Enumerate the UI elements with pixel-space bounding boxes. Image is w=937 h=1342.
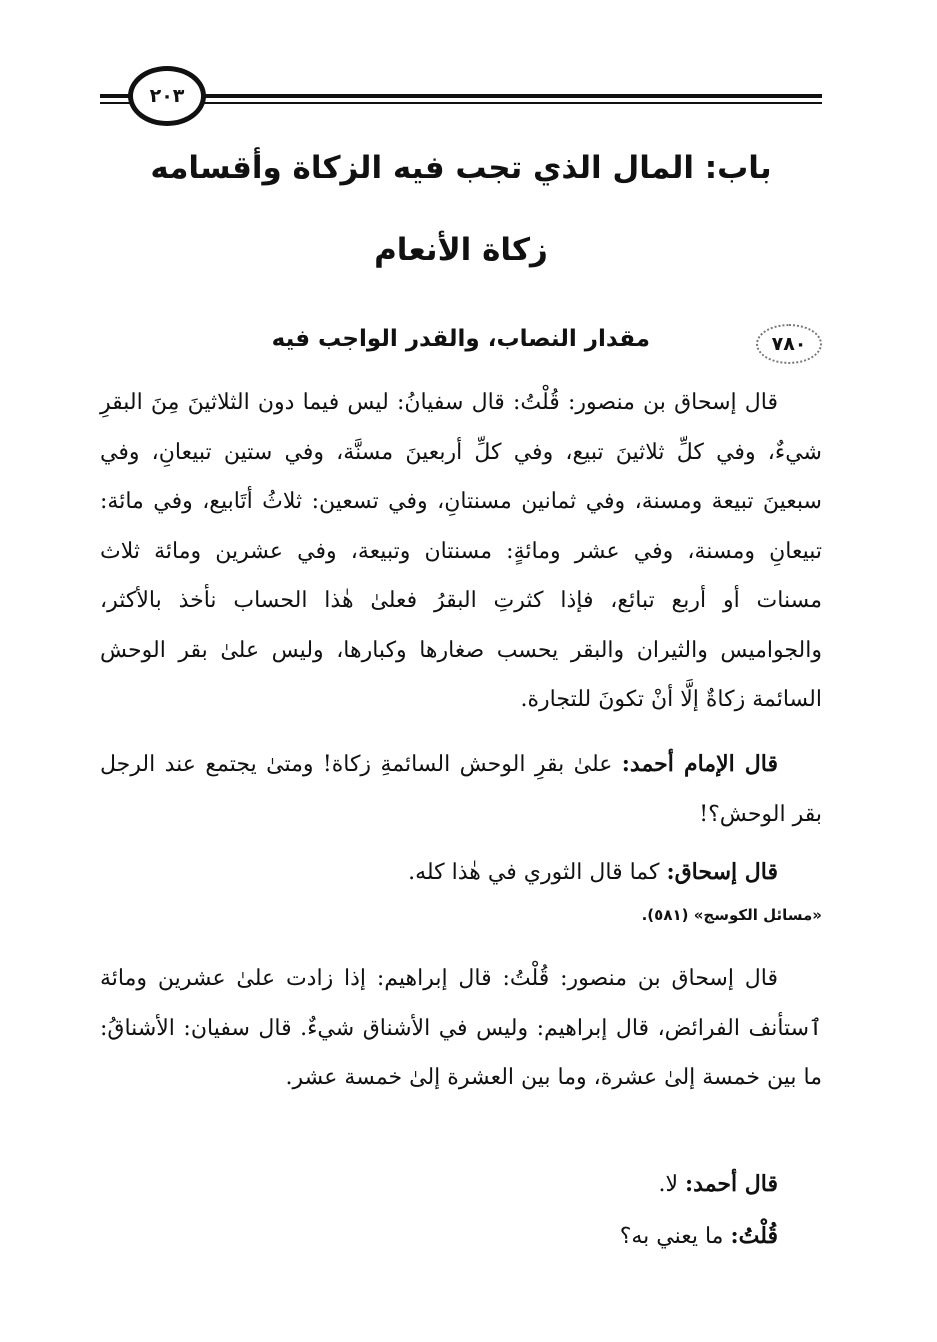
paragraph-5-speaker: قال أحمد: bbox=[685, 1171, 778, 1197]
paragraph-6-speaker: قُلْتُ: bbox=[730, 1223, 778, 1249]
paragraph-1: قال إسحاق بن منصور: قُلْتُ: قال سفيانُ: ليس فيما دون الثلاثينَ مِنَ البقرِ شيءٌ، وفي كلِّ ثلاثينَ تبيع، وفي كلِّ أربعينَ مسنَّة، وفي ستين تبيعانِ، وفي سبعينَ تبيعة ومسنة، وفي ثمانين مسنتانِ، وفي تسعين: ثلاثُ أتَابيع، وفي مائة: تبيعانِ ومسنة، وفي عشر ومائةٍ: مسنتان وتبيعة، وفي عشرين ومائة ثلاث مسنات أو أربع تبائع، فإذا كثرتِ البقرُ فعلىٰ هٰذا الحساب نأخذ بالأكثر، والجواميس والثيران والبقر يحسب صغارها وكبارها، وليس علىٰ بقر الوحش السائمة زكاةٌ إلَّا أنْ تكونَ للتجارة. bbox=[100, 390, 822, 712]
paragraph-5-text: لا. bbox=[658, 1172, 679, 1197]
paragraph-2 bbox=[100, 740, 822, 839]
chapter-title: باب: المال الذي تجب فيه الزكاة وأقسامه bbox=[150, 150, 772, 186]
page-number-oval bbox=[128, 66, 206, 126]
paragraph-6-text: ما يعني به؟ bbox=[619, 1224, 724, 1249]
paragraph-3-text: كما قال الثوري في هٰذا كله. bbox=[408, 860, 660, 885]
paragraph-5 bbox=[100, 1160, 822, 1210]
source-citation: «مسائل الكوسج» (٥٨١). bbox=[641, 906, 822, 924]
entry-title: مقدار النصاب، والقدر الواجب فيه bbox=[271, 326, 650, 352]
paragraph-3-speaker: قال إسحاق: bbox=[666, 859, 778, 885]
paragraph-4: قال إسحاق بن منصور: قُلْتُ: قال إبراهيم: إذا زادت علىٰ عشرين ومائة ٱستأنف الفرائض، قال إبراهيم: وليس في الأشناق شيءٌ. قال سفيان: الأشناقُ: ما بين خمسة إلىٰ عشرة، وما بين العشرة إلىٰ خمسة عشر. bbox=[100, 966, 822, 1090]
entry-number: ٧٨٠ bbox=[756, 324, 822, 364]
entry-heading bbox=[100, 322, 822, 366]
paragraph-3 bbox=[100, 848, 822, 898]
header-rule bbox=[100, 92, 822, 106]
header-rule-thick-line bbox=[100, 94, 822, 98]
header-rule-thin-line bbox=[100, 102, 822, 104]
section-title: زكاة الأنعام bbox=[374, 232, 548, 268]
paragraph-6 bbox=[100, 1212, 822, 1262]
page-number: ٢٠٣ bbox=[149, 85, 185, 107]
paragraph-2-speaker: قال الإمام أحمد: bbox=[621, 751, 778, 777]
paragraph-2-text: علىٰ بقرِ الوحش السائمةِ زكاة! ومتىٰ يجتمع عند الرجل بقر الوحش؟! bbox=[100, 752, 822, 827]
